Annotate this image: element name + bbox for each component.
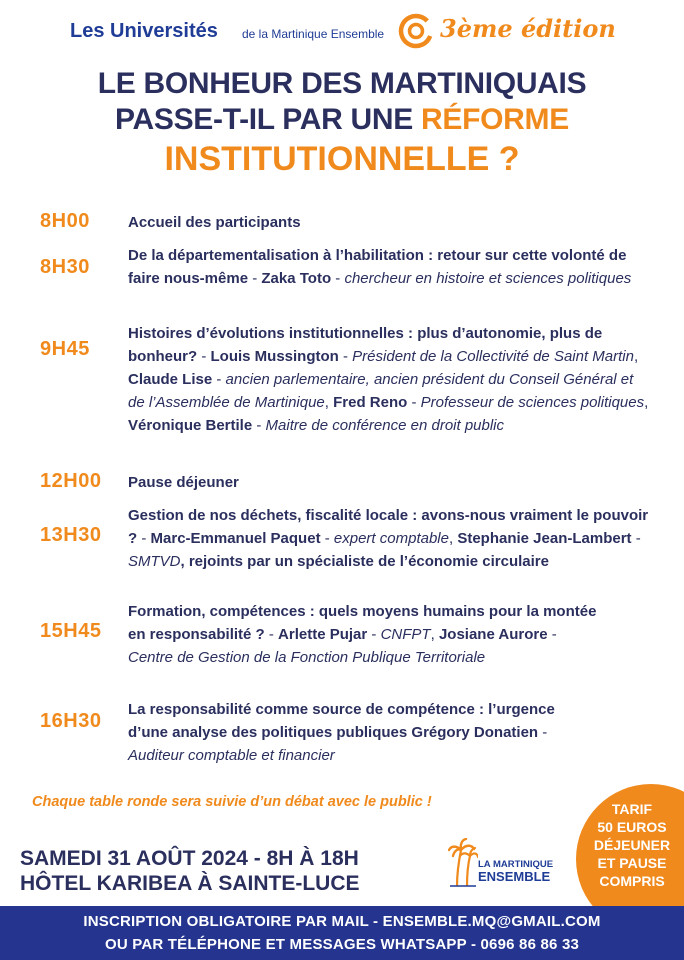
slot-description: Histoires d’évolutions institutionnelles : plus d’autonomie, plus de bonheur? - Louis Mussington - Président de la Collectivité de Saint Martin, Claude Lise - ancien parlementaire, ancien président du Conseil Général et de l’Assemblée de Martinique, Fred Reno - Professeur de sciences politiques, Véronique Bertile - Maitre de conférence en droit public — [128, 325, 649, 434]
speaker-name: Arlette Pujar — [278, 626, 368, 643]
speaker-name: Louis Mussington — [210, 348, 339, 365]
slot-description: La responsabilité comme source de compétence : l’urgence d’une analyse des politiques publiques Grégory Donatien - Auditeur comptable et financier — [128, 701, 555, 764]
header — [70, 8, 630, 56]
speaker-role: chercheur en histoire et sciences politiques — [344, 270, 632, 287]
price-amount: 50 EUROS — [597, 819, 667, 835]
partner-logo — [448, 838, 554, 890]
title-line-2 — [0, 102, 684, 138]
page-title — [0, 66, 684, 180]
slot-title: Gestion de nos déchets, fiscalité locale : avons-nous vraiment le pouvoir ? — [128, 507, 649, 547]
partner-name — [478, 860, 553, 883]
speaker-role: Président de la Collectivité de Saint Martin — [352, 348, 634, 365]
slot-time: 12H00 — [40, 470, 102, 492]
speaker-name: Fred Reno — [333, 394, 408, 411]
slot-title: La responsabilité comme source de compétence : l’urgence d’une analyse des politiques publiques — [128, 701, 555, 741]
speaker-name: Claude Lise — [128, 371, 213, 388]
speaker-name: Grégory Donatien — [411, 724, 539, 741]
slot-title: Formation, compétences : quels moyens humains pour la montée en responsabilité ? — [128, 603, 597, 643]
price-label: TARIF — [611, 801, 653, 817]
slot-description: Gestion de nos déchets, fiscalité locale : avons-nous vraiment le pouvoir ? - Marc-Emmanuel Paquet - expert comptable, Stephanie Jean-Lambert - SMTVD, rejoints par un spécialiste de l’économie circulaire — [128, 507, 649, 570]
speaker-role: Centre de Gestion de la Fonction Publique Territoriale — [128, 649, 486, 666]
speaker-role: Professeur de sciences politiques — [420, 394, 645, 411]
speaker-name: Stephanie Jean-Lambert — [457, 530, 632, 547]
partner-line-2: ENSEMBLE — [478, 869, 551, 884]
slot-time: 9H45 — [40, 338, 90, 360]
slot-description — [128, 211, 650, 234]
slot-time: 8H00 — [40, 210, 90, 232]
registration-phone-line: OU PAR TÉLÉPHONE ET MESSAGES WHATSAPP - 0696 86 86 33 — [104, 936, 580, 953]
brand-name: Les Universités — [70, 20, 218, 42]
brand-logo-icon — [398, 13, 434, 49]
slot-time: 16H30 — [40, 710, 102, 732]
slot-time: 15H45 — [40, 620, 102, 642]
speaker-name: Josiane Aurore — [438, 626, 548, 643]
speaker-name: Véronique Bertile — [128, 417, 253, 434]
title-line-3: INSTITUTIONNELLE ? — [164, 140, 520, 178]
speaker-role: Auditeur comptable et financier — [128, 747, 335, 764]
speaker-role: Maitre de conférence en droit public — [265, 417, 505, 434]
title-line-2-start: PASSE-T-IL PAR UNE — [115, 103, 422, 136]
slot-description: De la départementalisation à l’habilitation : retour sur cette volonté de faire nous-même - Zaka Toto - chercheur en histoire et sciences politiques — [128, 247, 632, 287]
brand-subtitle: de la Martinique Ensemble — [242, 27, 385, 41]
slot-description: Formation, compétences : quels moyens humains pour la montée en responsabilité ? - Arlette Pujar - CNFPT, Josiane Aurore - Centre de Gestion de la Fonction Publique Territoriale — [128, 603, 597, 666]
palm-tree-icon — [448, 838, 478, 888]
speaker-role: ancien parlementaire, ancien président du Conseil Général et de l’Assemblée de Martinique — [128, 371, 634, 411]
price-badge-text — [576, 800, 684, 890]
event-info — [20, 846, 360, 896]
speaker-name: Marc-Emmanuel Paquet — [150, 530, 321, 547]
event-date: SAMEDI 31 AOÛT 2024 - 8H À 18H — [20, 847, 359, 870]
price-includes-3: COMPRIS — [599, 873, 665, 889]
registration-footer — [0, 906, 684, 960]
speaker-role: SMTVD — [128, 553, 181, 570]
slot-tail: , rejoints par un spécialiste de l’économie circulaire — [180, 553, 549, 570]
slot-title: Pause déjeuner — [128, 474, 239, 491]
event-venue: HÔTEL KARIBEA À SAINTE-LUCE — [20, 872, 360, 895]
registration-email-line: INSCRIPTION OBLIGATOIRE PAR MAIL - ENSEMBLE.MQ@GMAIL.COM — [83, 913, 601, 930]
slot-title: De la départementalisation à l’habilitation : retour sur cette volonté de faire nous-même — [128, 247, 627, 287]
speaker-role: expert comptable — [333, 530, 449, 547]
partner-line-1: LA MARTINIQUE — [478, 859, 554, 870]
edition-label: 3ème édition — [440, 14, 616, 43]
slot-title: Accueil des participants — [128, 214, 301, 231]
title-highlight: RÉFORME — [421, 103, 569, 136]
slot-time: 13H30 — [40, 524, 102, 546]
speaker-role: CNFPT — [380, 626, 431, 643]
title-line-1: LE BONHEUR DES MARTINIQUAIS — [97, 67, 587, 100]
speaker-name: Zaka Toto — [261, 270, 332, 287]
slot-description — [128, 471, 650, 494]
slot-time: 8H30 — [40, 256, 90, 278]
price-includes-2: ET PAUSE — [597, 855, 667, 871]
debate-notice: Chaque table ronde sera suivie d’un débat avec le public ! — [32, 794, 432, 810]
slot-title: Histoires d’évolutions institutionnelles : plus d’autonomie, plus de bonheur? — [128, 325, 603, 365]
price-includes-1: DÉJEUNER — [593, 837, 671, 853]
